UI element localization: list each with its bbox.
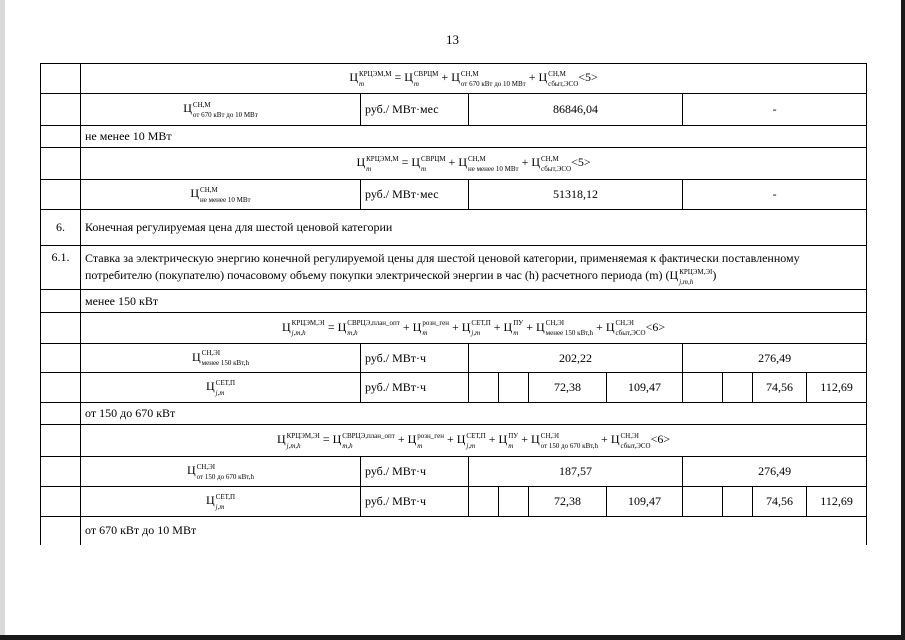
section-number: 6.1.: [41, 246, 81, 290]
param-sn-150: Ц СН,ЭI менее 150 кВт,h: [81, 344, 361, 373]
value-cell: 276,49: [683, 344, 867, 373]
formula-670-10: Ц КРЦЭМ,М m = Ц СВРЦМ m + Ц СН,М от 670 кВт до 10 МВт + Ц СН,М сбыт,ЭСО <5>: [81, 64, 867, 94]
param-set-150: Ц СЕТ,П j,m: [81, 373, 361, 403]
param-capacity-10: Ц СН,М не менее 10 МВт: [81, 180, 361, 210]
unit-cell: руб./ МВт·мес: [361, 180, 469, 210]
value-cell: 112,69: [807, 487, 867, 517]
value-cell: 109,47: [607, 373, 683, 403]
tariff-table: [40, 63, 867, 545]
value-cell: 112,69: [807, 373, 867, 403]
page-number: 13: [446, 32, 459, 47]
scan-edge-left: [0, 0, 5, 640]
value-cell: 86846,04: [469, 94, 683, 126]
row-capacity-10: [41, 180, 867, 210]
category-row: [41, 403, 867, 425]
category-row: [41, 517, 867, 545]
formula-row-150: [41, 313, 867, 344]
category-label: от 150 до 670 кВт: [81, 403, 867, 425]
formula-150: Ц КРЦЭМ,ЭI j,m,h = Ц СВРЦЭ,план_опт m,h + Ц розн_ген m + Ц СЕТ,П j,m + Ц ПУ m + Ц СН,ЭI менее 150 кВт,h + Ц СН,ЭI сбыт,ЭСО <6>: [81, 313, 867, 344]
scan-edge-bottom: [0, 635, 905, 640]
value-cell: 109,47: [607, 487, 683, 517]
value-cell: 187,57: [469, 457, 683, 487]
unit-cell: руб./ МВт·ч: [361, 457, 469, 487]
param-set-150-670: Ц СЕТ,П j,m: [81, 487, 361, 517]
value-cell: 276,49: [683, 457, 867, 487]
row-capacity-670-10: [41, 94, 867, 126]
section-number: 6.: [41, 210, 81, 246]
formula-row-150-670: [41, 425, 867, 457]
category-row: [41, 126, 867, 148]
value-cell: 202,22: [469, 344, 683, 373]
row-set-150: [41, 373, 867, 403]
section-description: Ставка за электрическую энергию конечной регулируемой цены для шестой ценовой категории, применяемая к фактически поставленному потребителю (покупателю) почасовому объему покупки электрической энергии в час (h) расчетного периода (m) (Ц КРЦЭМ,ЭI j,m,h ): [81, 246, 867, 290]
value-cell: 74,56: [753, 373, 807, 403]
row-sn-150: [41, 344, 867, 373]
row-sn-150-670: [41, 457, 867, 487]
section-title: Конечная регулируемая цена для шестой ценовой категории: [81, 210, 867, 246]
scan-edge-right: [901, 0, 905, 640]
empty-cell: [499, 373, 529, 403]
value-cell: 72,38: [529, 487, 607, 517]
value-cell: 74,56: [753, 487, 807, 517]
empty-cell: [723, 487, 753, 517]
param-capacity-670-10: Ц СН,М от 670 кВт до 10 МВт: [81, 94, 361, 126]
formula-row-10: [41, 148, 867, 180]
param-sn-150-670: Ц СН,ЭI от 150 до 670 кВт,h: [81, 457, 361, 487]
empty-cell: [683, 373, 723, 403]
dash-cell: -: [683, 94, 867, 126]
category-label: не менее 10 МВт: [81, 126, 867, 148]
formula-10: Ц КРЦЭМ,М m = Ц СВРЦМ m + Ц СН,М не менее 10 МВт + Ц СН,М сбыт,ЭСО <5>: [81, 148, 867, 180]
unit-cell: руб./ МВт·ч: [361, 373, 469, 403]
value-cell: 72,38: [529, 373, 607, 403]
empty-cell: [469, 487, 499, 517]
category-row: [41, 290, 867, 313]
empty-cell: [499, 487, 529, 517]
category-label: менее 150 кВт: [81, 290, 867, 313]
dash-cell: -: [683, 180, 867, 210]
category-label: от 670 кВт до 10 МВт: [81, 517, 867, 545]
empty-cell: [683, 487, 723, 517]
section-6-row: [41, 210, 867, 246]
empty-cell: [723, 373, 753, 403]
formula-150-670: Ц КРЦЭМ,ЭI j,m,h = Ц СВРЦЭ,план_опт m,h + Ц розн_ген m + Ц СЕТ,П j,m + Ц ПУ m + Ц СН,ЭI от 150 до 670 кВт,h + Ц СН,ЭI сбыт,ЭСО <6>: [81, 425, 867, 457]
empty-cell: [469, 373, 499, 403]
value-cell: 51318,12: [469, 180, 683, 210]
section-6-1-row: [41, 246, 867, 290]
unit-cell: руб./ МВт·ч: [361, 487, 469, 517]
formula-row-670-10: [41, 64, 867, 94]
row-set-150-670: [41, 487, 867, 517]
unit-cell: руб./ МВт·ч: [361, 344, 469, 373]
unit-cell: руб./ МВт·мес: [361, 94, 469, 126]
